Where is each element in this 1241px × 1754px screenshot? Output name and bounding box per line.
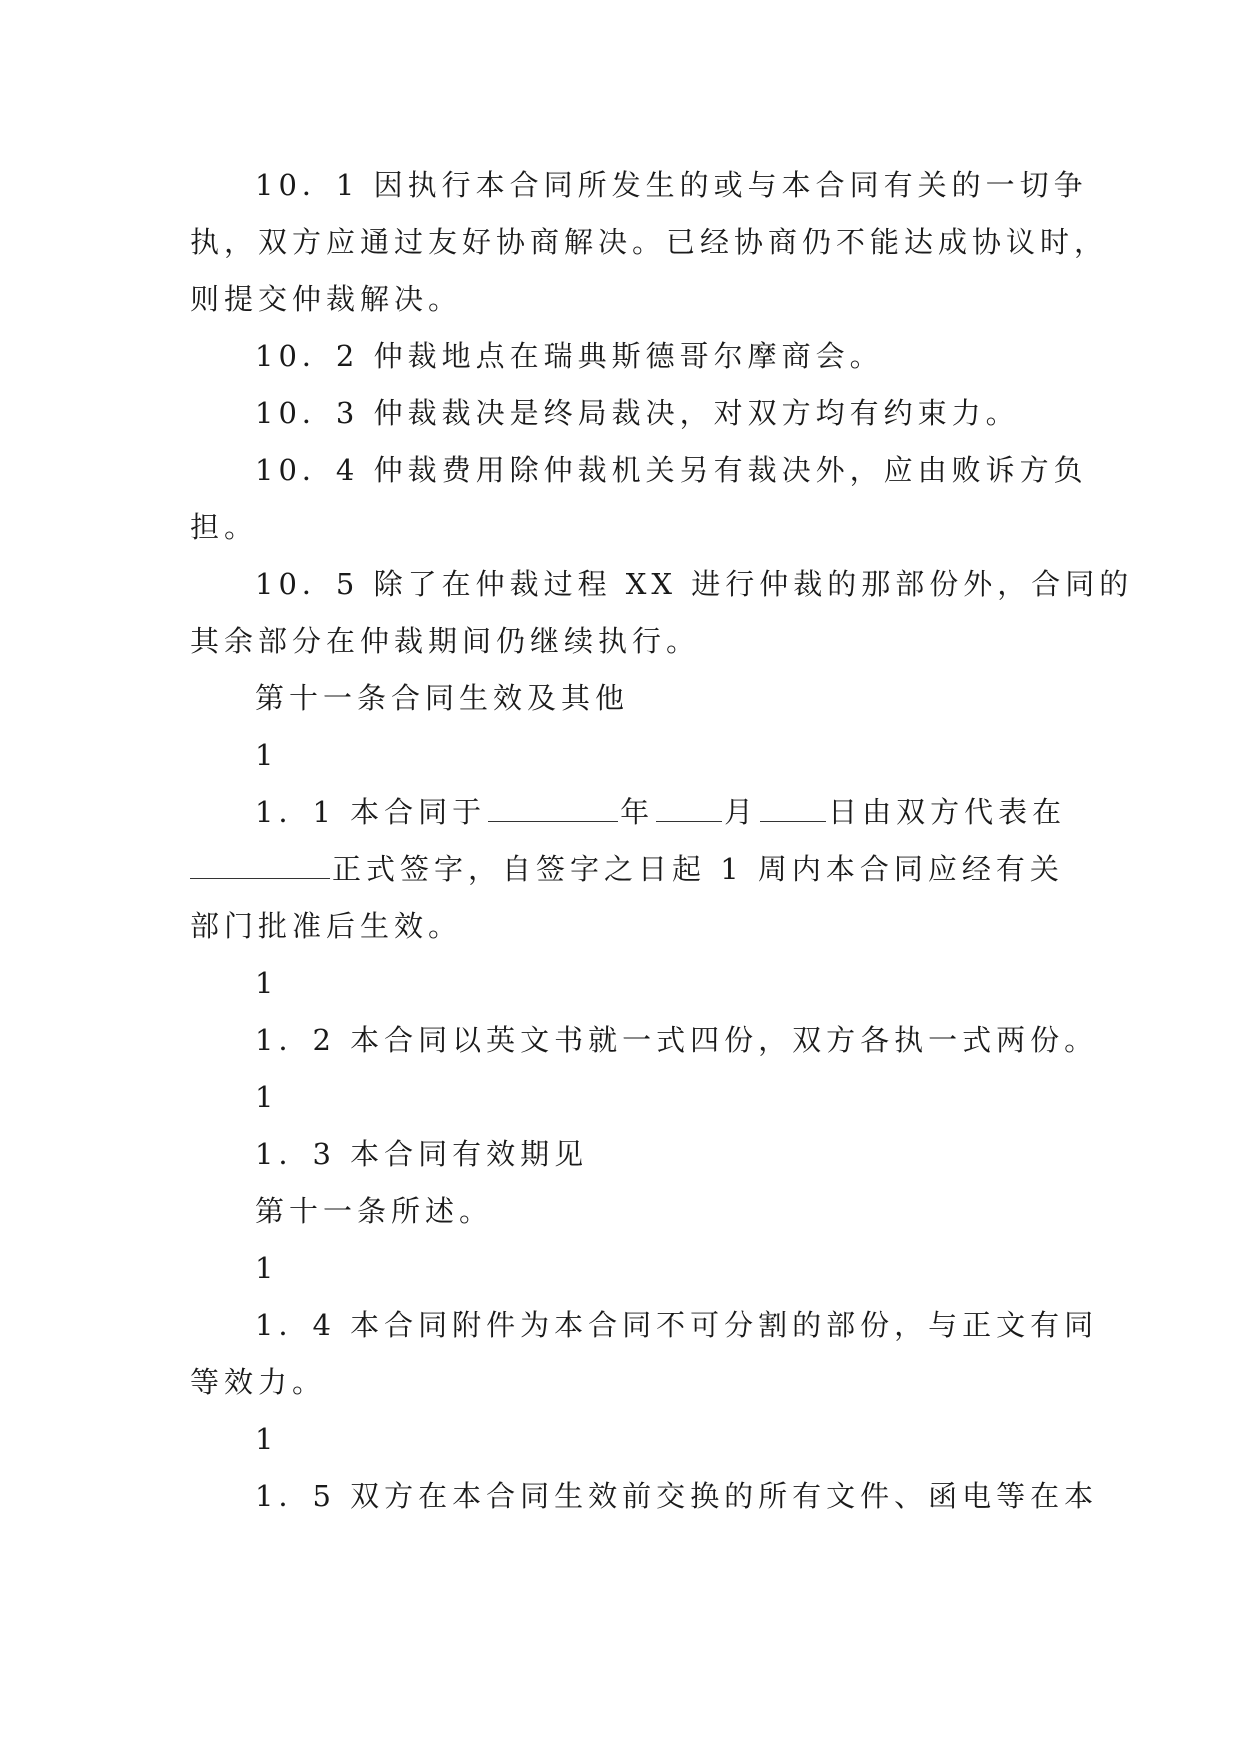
clause-11-1-line-1 bbox=[255, 792, 1066, 832]
clause-10-5-line-2: 其余部分在仲裁期间仍继续执行。 bbox=[190, 624, 701, 658]
article-11-title: 第十一条合同生效及其他 bbox=[255, 681, 630, 715]
clause-11-3-line-1: 1．3 本合同有效期见 bbox=[255, 1137, 589, 1171]
clause-10-2: 10．2 仲裁地点在瑞典斯德哥尔摩商会。 bbox=[255, 339, 884, 373]
clause-10-4-line-1: 10．4 仲裁费用除仲裁机关另有裁决外，应由败诉方负 bbox=[255, 453, 1088, 487]
clause-11-5: 1．5 双方在本合同生效前交换的所有文件、函电等在本 bbox=[255, 1479, 1099, 1513]
clause-11-1-text-a: 1．1 本合同于 bbox=[255, 795, 487, 829]
clause-11-1-text-d: 日由双方代表在 bbox=[828, 795, 1067, 829]
clause-10-3: 10．3 仲裁裁决是终局裁决，对双方均有约束力。 bbox=[255, 396, 1020, 430]
clause-11-1-line-3: 部门批准后生效。 bbox=[190, 909, 463, 943]
clause-11-1-text-b: 年 bbox=[620, 795, 655, 829]
year-blank bbox=[488, 799, 618, 822]
place-blank bbox=[190, 856, 330, 879]
clause-11-4-line-2: 等效力。 bbox=[190, 1365, 327, 1399]
clause-11-1-text-e: 正式签字，自签字之日起 1 周内本合同应经有关 bbox=[332, 852, 1064, 886]
clause-11-4-line-1: 1．4 本合同附件为本合同不可分割的部份，与正文有同 bbox=[255, 1308, 1099, 1342]
clause-10-5-line-1: 10．5 除了在仲裁过程 XX 进行仲裁的那部份外，合同的 bbox=[255, 567, 1134, 601]
month-blank bbox=[656, 799, 722, 822]
clause-10-4-line-2: 担。 bbox=[190, 510, 259, 544]
section-number: 1 bbox=[255, 1080, 279, 1114]
clause-10-1-line-1: 10．1 因执行本合同所发生的或与本合同有关的一切争 bbox=[255, 168, 1088, 202]
section-number: 1 bbox=[255, 1422, 279, 1456]
clause-11-1-line-2 bbox=[190, 849, 1064, 889]
clause-11-2: 1．2 本合同以英文书就一式四份，双方各执一式两份。 bbox=[255, 1023, 1099, 1057]
clause-10-1-line-2: 执，双方应通过友好协商解决。已经协商仍不能达成协议时， bbox=[190, 225, 1109, 259]
day-blank bbox=[760, 799, 826, 822]
clause-11-3-line-2: 第十一条所述。 bbox=[255, 1194, 494, 1228]
section-number: 1 bbox=[255, 1251, 279, 1285]
section-number: 1 bbox=[255, 966, 279, 1000]
clause-11-1-text-c: 月 bbox=[724, 795, 759, 829]
section-number: 1 bbox=[255, 738, 279, 772]
clause-10-1-line-3: 则提交仲裁解决。 bbox=[190, 282, 463, 316]
